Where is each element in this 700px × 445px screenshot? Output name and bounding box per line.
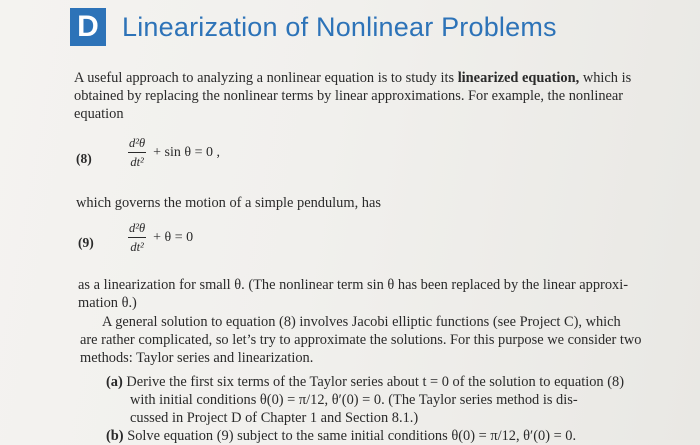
exercise-item-a [106,373,666,427]
intro-line1: A useful approach to analyzing a nonlinear equation is to study its [74,70,455,86]
equation-9-denominator: dt² [128,237,145,254]
linearization-line2: mation θ.) [78,295,137,311]
general-solution-line3: methods: Taylor series and linearization. [80,350,314,366]
general-solution-line2: are rather complicated, so let’s try to approximate the solutions. For this purpose we consider two [80,332,642,348]
item-b-label: (b) [106,428,124,444]
general-solution-line1: A general solution to equation (8) involves Jacobi elliptic functions (see Project C), which [102,314,621,330]
section-title: Linearization of Nonlinear Problems [122,11,557,42]
general-solution-paragraph [80,313,680,367]
linearization-paragraph [78,276,678,312]
equation-9 [127,222,193,253]
linearization-line1: as a linearization for small θ. (The nonlinear term sin θ has been replaced by the linear approxi- [78,277,629,293]
exercise-item-b [106,427,666,445]
section-badge: D [70,8,106,46]
equation-8 [127,137,220,168]
equation-8-fraction [127,137,147,168]
item-b-line1: Solve equation (9) subject to the same initial conditions θ(0) = π/12, θ′(0) = 0. [127,428,577,444]
intro-line2: obtained by replacing the nonlinear terms by linear approximations. For example, the nonlinear [74,88,624,104]
section-header [70,8,557,46]
intro-bold-term: linearized equation, [457,70,580,86]
intro-line1-end: which is [582,70,632,86]
pendulum-text: which governs the motion of a simple pendulum, has [76,195,381,211]
item-a-line1: Derive the first six terms of the Taylor series about t = 0 of the solution to equation (8) [126,374,625,390]
equation-9-numerator: d²θ [129,221,146,235]
equation-9-number: (9) [78,235,94,250]
equation-8-number: (8) [76,151,92,166]
item-a-line2: with initial conditions θ(0) = π/12, θ′(0) = 0. (The Taylor series method is dis- [130,392,578,408]
item-a-line3: cussed in Project D of Chapter 1 and Section 8.1.) [130,410,419,426]
equation-9-fraction [127,222,147,253]
intro-line3: equation [74,106,124,122]
equation-8-rest: + sin θ = 0 , [153,144,220,160]
intro-paragraph [74,69,674,123]
item-a-label: (a) [106,374,123,390]
equation-8-denominator: dt² [128,152,145,169]
equation-8-numerator: d²θ [129,136,146,150]
equation-9-rest: + θ = 0 [153,229,194,245]
